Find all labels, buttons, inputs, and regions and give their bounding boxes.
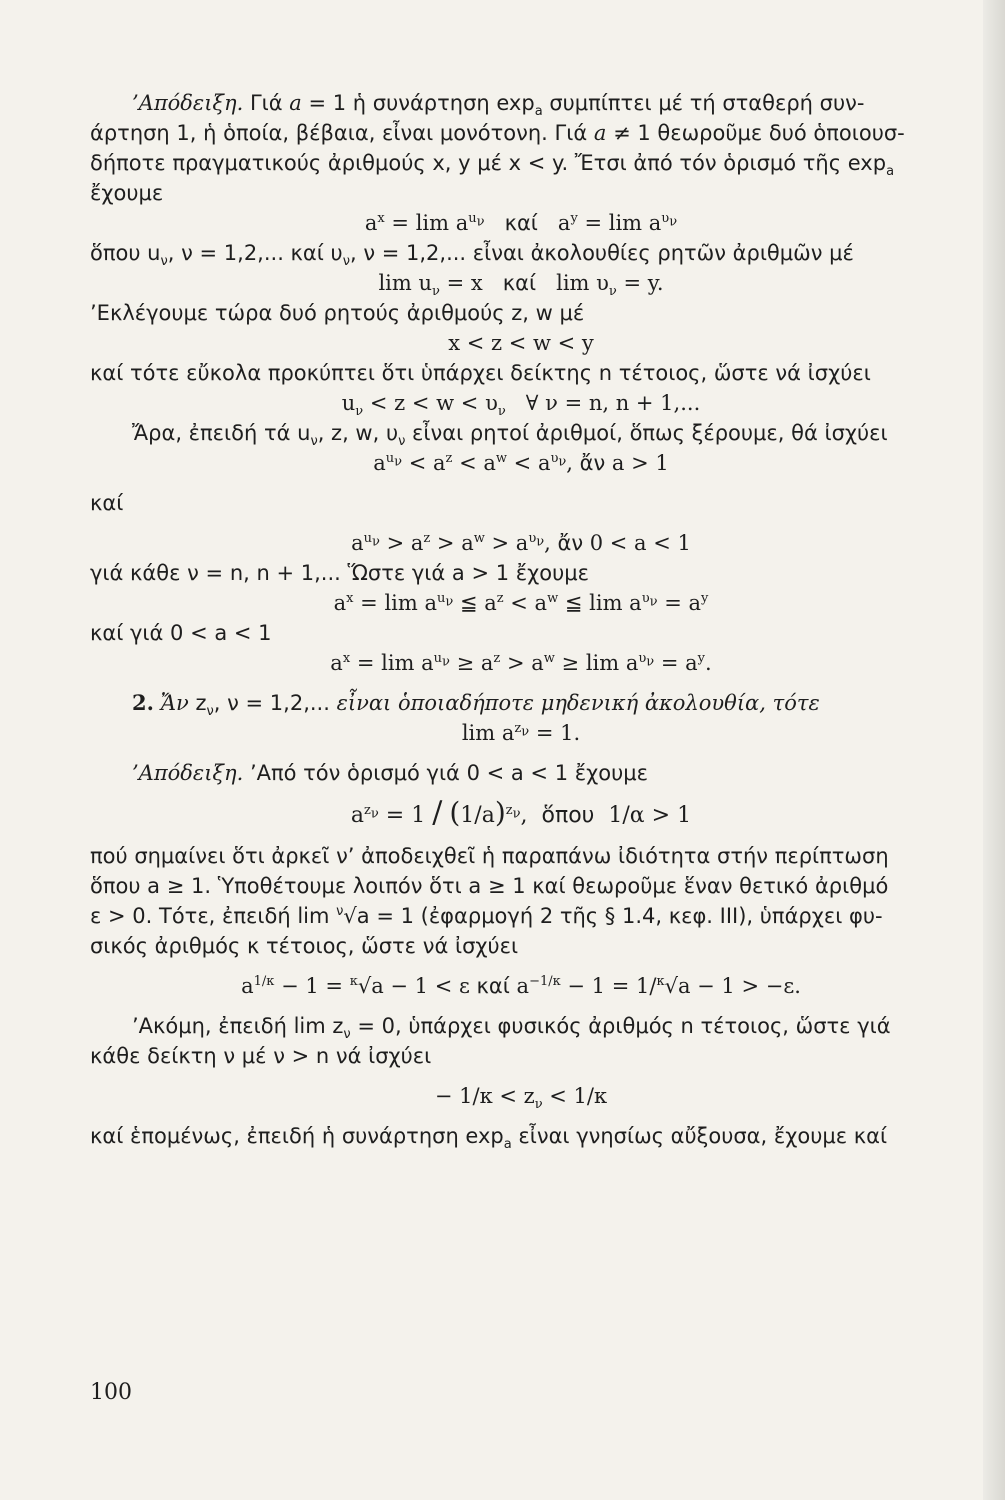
text-line: δήποτε πραγματικούς ἀριθμούς x, y μέ x < y. Ἔτσι ἀπό τόν ὁρισμό τῆς $\exp_a$: [90, 151, 895, 180]
formula: $\lim a^{z_\nu} = 1$.: [461, 721, 581, 745]
text-line: ἔχουμε: [90, 181, 164, 205]
text-line: ’Εκλέγουμε τώρα δυό ρητούς ἀριθμούς z, w μέ: [90, 301, 585, 325]
formula: x < z < w < y: [448, 331, 594, 355]
text-line: ὅπου $u_\nu$, ν = 1,2,... καί $\upsilon_\nu$, ν = 1,2,... εἶναι ἀκολουθίες ρητῶν ἀριθμῶν μέ: [90, 241, 854, 270]
formula: $a^{z_\nu} = 1 / (1/a)^{z_\nu}$, ὅπου 1/α > 1: [350, 795, 692, 830]
text-line: καί ἑπομένως, ἐπειδή ἡ συνάρτηση $\exp_a$ εἶναι γνησίως αὔξουσα, ἔχουμε καί: [90, 1124, 888, 1153]
formula: $a^{1/\kappa} - 1 = ^\kappa√a - 1 < \varepsilon$ καί $a^{-1/\kappa} - 1 = 1/^\kappa√a - 1 > -\varepsilon$.: [241, 974, 801, 998]
formula: $a^x = \lim a^{u_\nu}$ ≦ $a^z < a^w$ ≦ $\lim a^{\upsilon_\nu} = a^y$: [333, 591, 709, 615]
page-number: 100: [90, 1380, 132, 1405]
text-line: ε > 0. Τότε, ἐπειδή lim $^\nu$√a = 1 (ἐφαρμογή 2 τῆς § 1.4, κεφ. III), ὑπάρχει φυ-: [90, 904, 883, 928]
text-line: Ἄρα, ἐπειδή τά $u_\nu$, z, w, $\upsilon_\nu$ εἶναι ρητοί ἀριθμοί, ὅπως ξέρουμε, θά ἰσχύει: [132, 421, 888, 450]
text-line: καί: [90, 491, 124, 515]
page-body: [90, 88, 952, 1151]
text-line: άρτηση 1, ἡ ὁποία, βέβαια, εἶναι μονότονη. Γιά a ≠ 1 θεωροῦμε δυό ὁποιουσ-: [90, 121, 905, 145]
text-line: καί τότε εὔκολα προκύπτει ὅτι ὑπάρχει δείκτης n τέτοιος, ὥστε νά ἰσχύει: [90, 361, 871, 385]
page-edge: [983, 0, 1005, 1500]
formula: $a^{u_\nu} > a^z > a^w > a^{\upsilon_\nu}$, ἄν 0 < a < 1: [351, 531, 691, 555]
text-line: καί γιά 0 < a < 1: [90, 621, 272, 645]
formula: $\lim u_\nu = x$ καί $\lim \upsilon_\nu = y$.: [378, 271, 664, 300]
formula: $a^x = \lim a^{u_\nu}$ καί $a^y = \lim a^{\upsilon_\nu}$: [364, 211, 678, 235]
text-line: ὅπου a ≥ 1. Ὑποθέτουμε λοιπόν ὅτι a ≥ 1 καί θεωροῦμε ἕναν θετικό ἀριθμό: [90, 874, 889, 898]
text-line: κάθε δείκτη ν μέ ν > n νά ἰσχύει: [90, 1044, 432, 1068]
proposition: 2. Ἄν $z_\nu$, ν = 1,2,... εἶναι ὁποιαδήποτε μηδενική ἀκολουθία, τότε: [132, 690, 820, 720]
text-line: γιά κάθε ν = n, n + 1,... Ὥστε γιά a > 1 ἔχουμε: [90, 561, 589, 585]
text-line: πού σημαίνει ὅτι ἀρκεῖ ν’ ἀποδειχθεῖ ἡ παραπάνω ἰδιότητα στήν περίπτωση: [90, 844, 889, 868]
text-line: ’Απόδειξη. Γιά a = 1 ἡ συνάρτηση $\exp_a \sigma\upsilon\mu\pi ί\pi\tau\varepsilon\iota$ μέ τή σταθερή συν-: [132, 91, 865, 120]
text-line: σικός ἀριθμός κ τέτοιος, ὥστε νά ἰσχύει: [90, 934, 519, 958]
formula: $u_\nu < z < w < \upsilon_\nu$ ∀ ν = n, n + 1,...: [341, 391, 701, 420]
text-line: ’Απόδειξη. ’Από τόν ὁρισμό γιά 0 < a < 1 ἔχουμε: [132, 761, 648, 785]
formula: $a^{u_\nu} < a^z < a^w < a^{\upsilon_\nu}$, ἄν a > 1: [373, 451, 669, 475]
formula: $a^x = \lim a^{u_\nu} \ge a^z > a^w \ge \lim a^{\upsilon_\nu} = a^y$.: [330, 651, 712, 675]
formula: − $1/\kappa < z_\nu < 1/\kappa$: [434, 1084, 608, 1113]
text-line: ’Ακόμη, ἐπειδή $\lim z_\nu = 0$, ὑπάρχει φυσικός ἀριθμός n τέτοιος, ὥστε γιά: [132, 1014, 891, 1043]
